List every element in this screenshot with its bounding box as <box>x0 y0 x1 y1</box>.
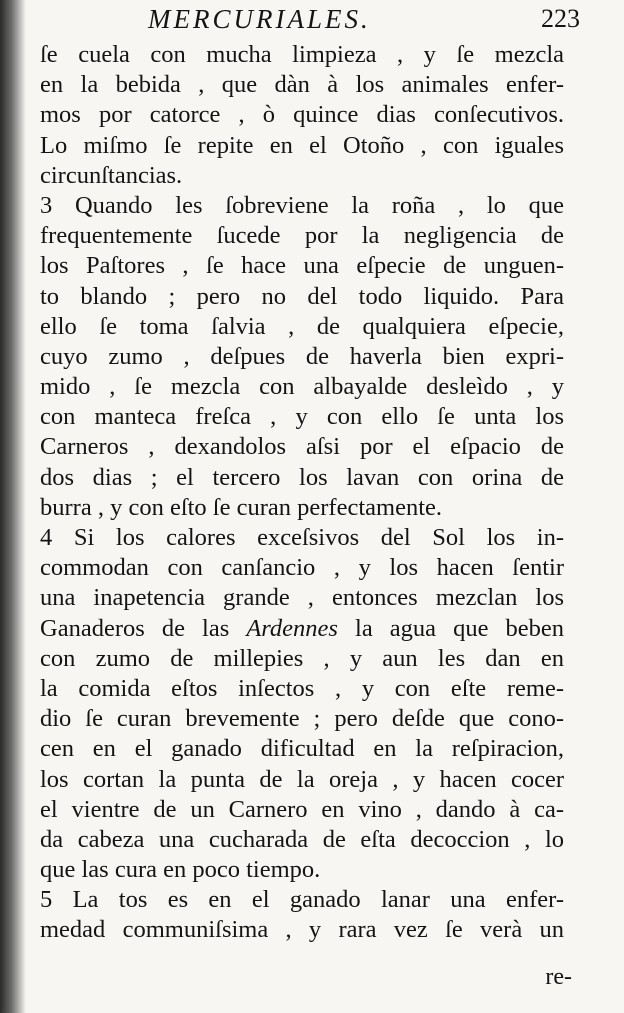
text-line: con zumo de millepies , y aun les dan en <box>40 644 564 672</box>
text-line: da cabeza una cucharada de eſta decoccion , lo <box>40 825 564 853</box>
text-line: frequentemente ſucede por la negligencia de <box>40 222 564 250</box>
catchword: re- <box>545 964 572 990</box>
page-number: 223 <box>541 4 580 33</box>
text-segment: Ganaderos de las <box>40 614 230 642</box>
text-line: medad communiſsima , y rara vez ſe verà un <box>40 916 564 944</box>
paragraph-5-start: 5 La tos es en el ganado lanar una enfer- <box>40 886 564 914</box>
text-line: en la bebida , que dàn à los animales enfer- <box>40 71 564 99</box>
text-line: ello ſe toma ſalvia , de qualquiera eſpecie, <box>40 312 564 340</box>
paragraph-4-start: 4 Si los calores exceſsivos del Sol los in- <box>40 524 564 551</box>
text-segment: la agua que beben <box>355 614 564 642</box>
text-line: una inapetencia grande , entonces mezclan los <box>40 584 564 612</box>
text-line: burra , y con eſto ſe curan perfectamente. <box>40 493 443 521</box>
paragraph-3-start: 3 Quando les ſobreviene la roña , lo que <box>40 191 564 219</box>
text-line: que las cura en poco tiempo. <box>40 856 321 884</box>
text-line: Carneros , dexandolos aſsi por el eſpacio de <box>40 433 564 461</box>
text-line: la comida eſtos inſectos , y con eſte reme- <box>40 674 564 702</box>
text-line: cuyo zumo , deſpues de haverla bien expri- <box>40 342 564 370</box>
text-line: commodan con canſancio , y los hacen ſentir <box>40 554 564 582</box>
text-line: los Paſtores , ſe hace una eſpecie de unguen- <box>40 252 564 280</box>
text-line: mido , ſe mezcla con albayalde desleìdo , y <box>40 373 564 401</box>
text-line: con manteca freſca , y con ello ſe unta los <box>40 403 564 431</box>
italic-place-name: Ardennes <box>246 614 338 642</box>
text-line: dio ſe curan brevemente ; pero deſde que cono- <box>40 705 564 733</box>
text-line: los cortan la punta de la oreja , y hacen cocer <box>40 765 564 793</box>
text-line: to blando ; pero no del todo liquido. Para <box>40 282 564 310</box>
text-line: Lo miſmo ſe repite en el Otoño , con iguales <box>40 131 564 159</box>
body-text <box>40 40 564 946</box>
text-line: circunſtancias. <box>40 161 183 189</box>
text-line: mos por catorce , ò quince dias conſecutivos. <box>40 101 564 129</box>
page-header <box>140 4 580 38</box>
running-head: MERCURIALES. <box>148 4 371 34</box>
text-line: ſe cuela con mucha limpieza , y ſe mezcla <box>40 41 564 68</box>
text-line: dos dias ; el tercero los lavan con orina de <box>40 463 564 491</box>
text-line: el vientre de un Carnero en vino , dando à ca- <box>40 795 564 823</box>
text-line-with-italic <box>40 614 564 644</box>
text-line: cen en el ganado dificultad en la reſpiracion, <box>40 735 564 763</box>
